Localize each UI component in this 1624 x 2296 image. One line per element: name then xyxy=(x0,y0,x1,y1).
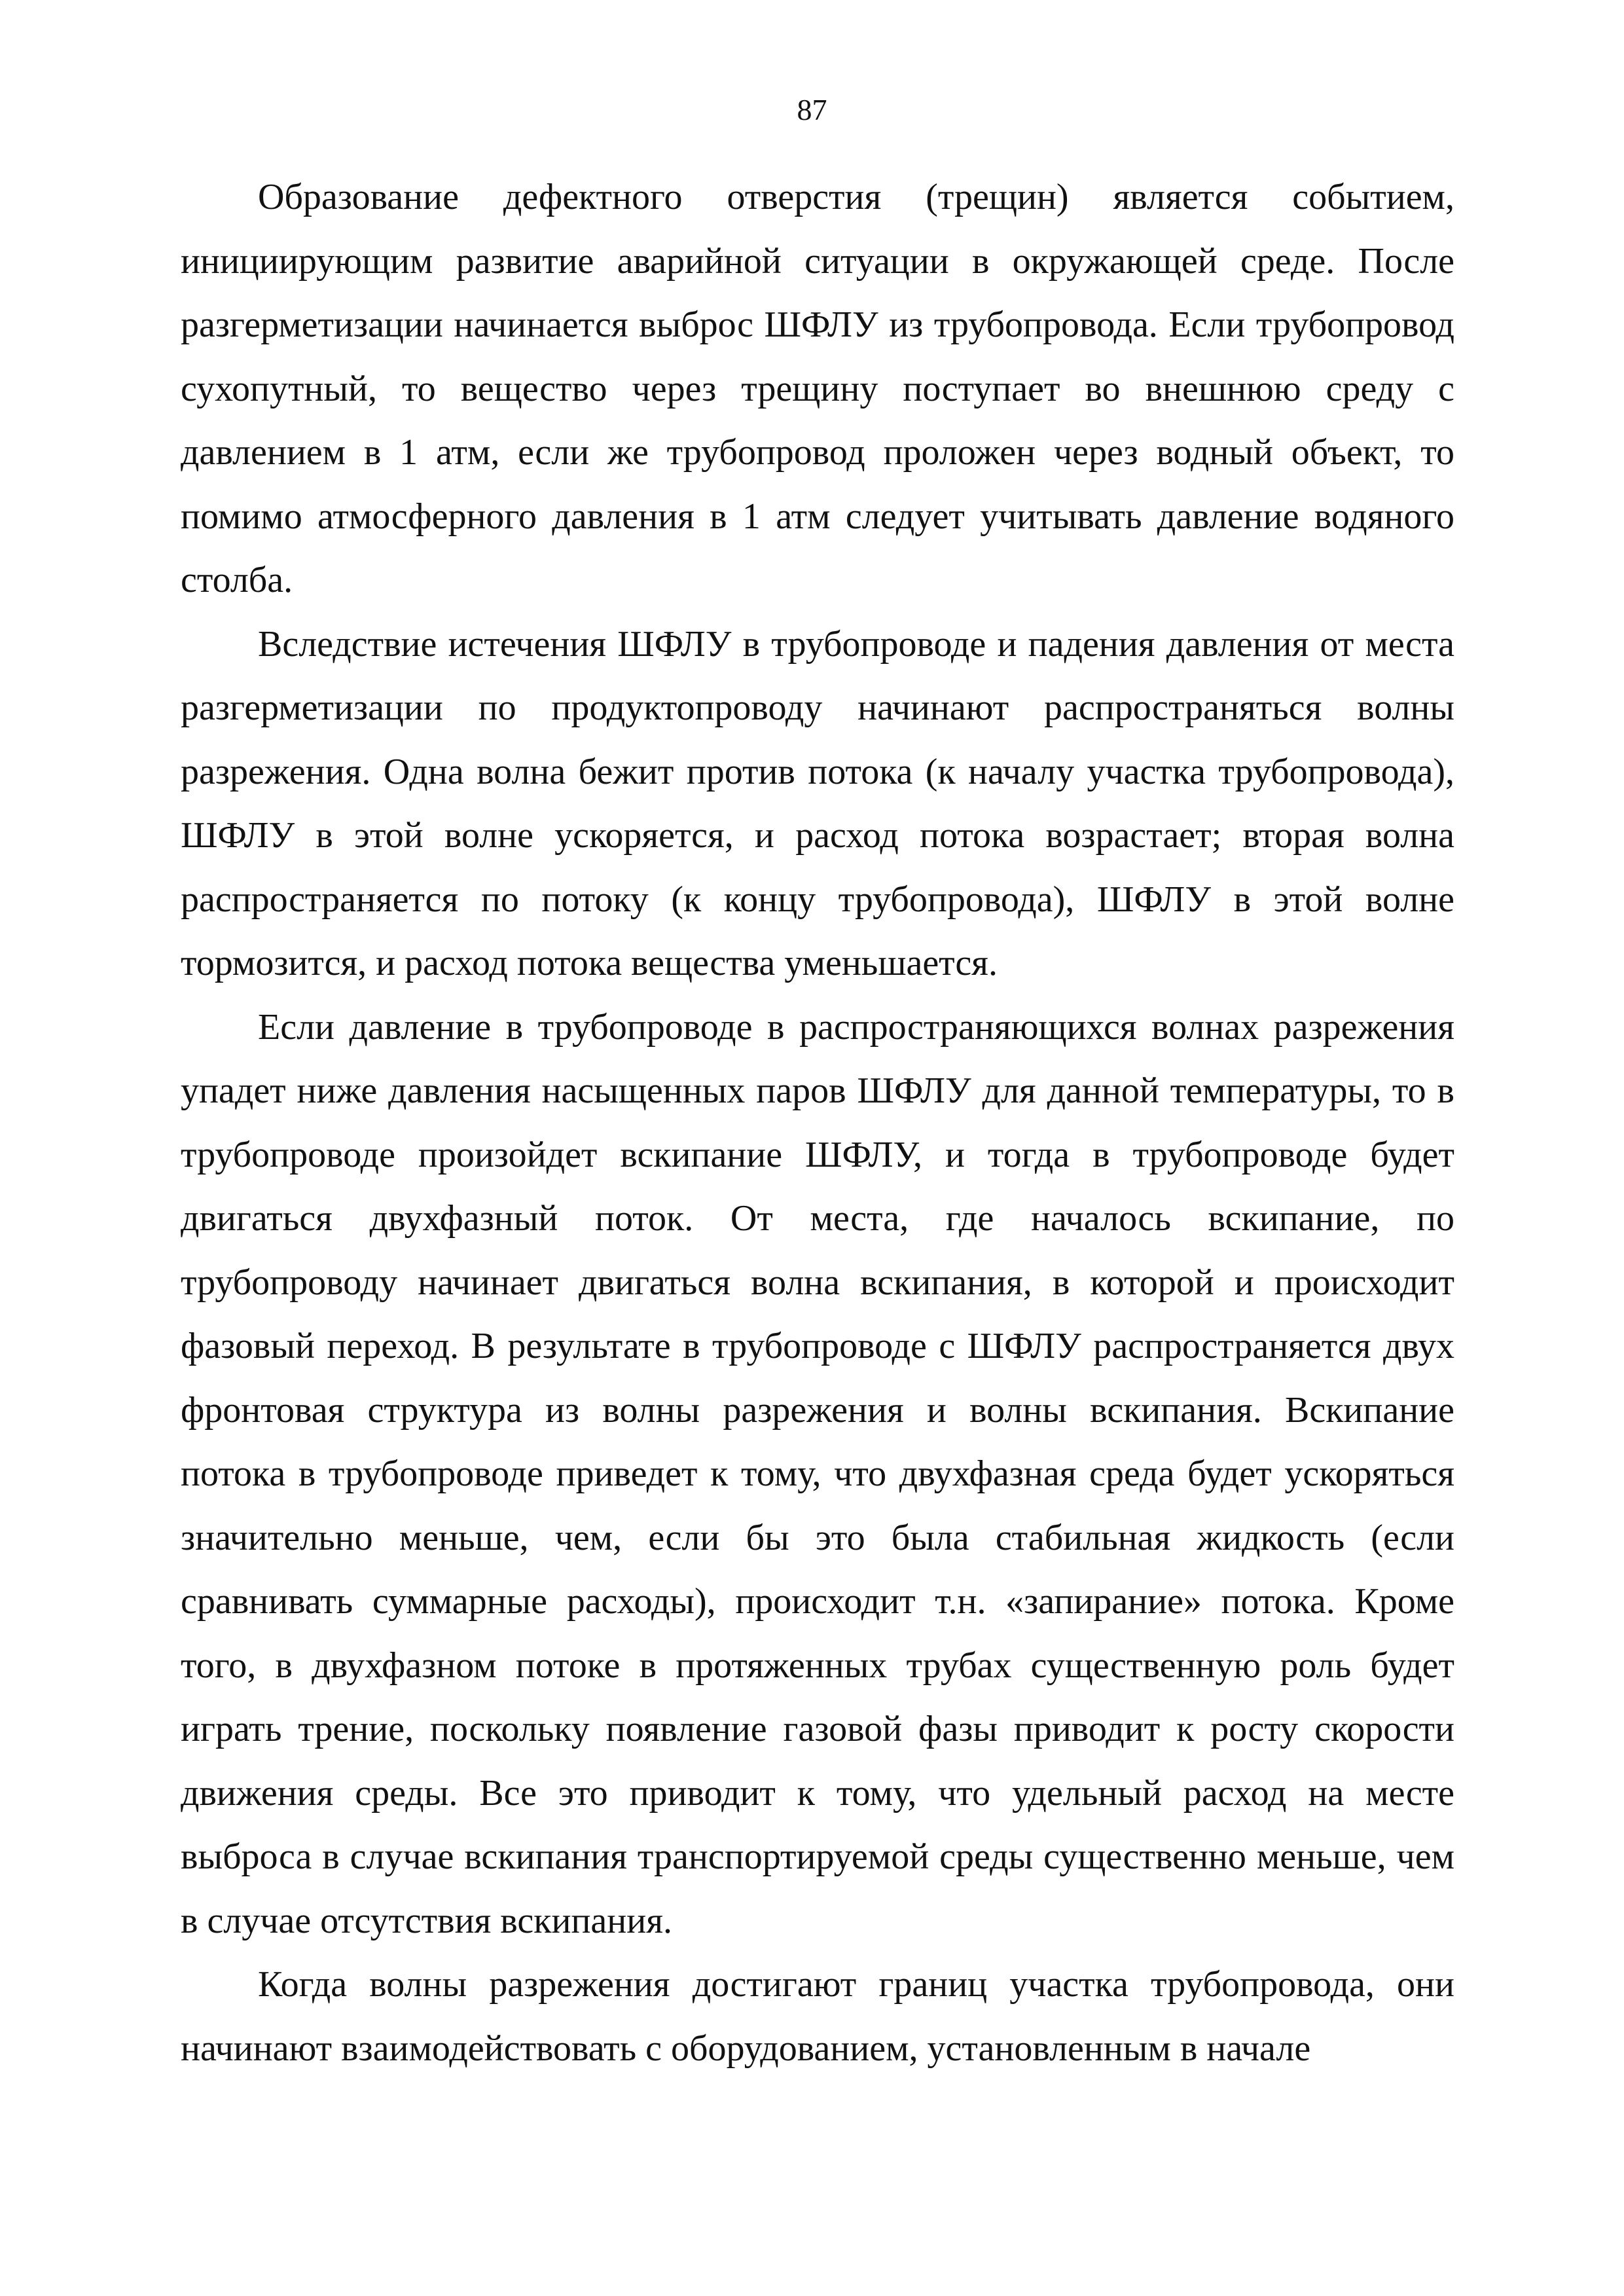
paragraph-2: Вследствие истечения ШФЛУ в трубопроводе и падения давления от места разгерметизации по продуктопроводу начинают распространяться волны разрежения. Одна волна бежит против потока (к началу участка трубопровода), ШФЛУ в этой волне ускоряется, и расход потока возрастает; вторая волна распространяется по потоку (к концу трубопровода), ШФЛУ в этой волне тормозится, и расход потока вещества уменьшается. xyxy=(181,623,1454,983)
paragraph-4: Когда волны разрежения достигают границ участка трубопровода, они начинают взаимодействовать с оборудованием, установленным в начале xyxy=(181,1964,1454,2069)
body-text xyxy=(181,166,1454,2081)
paragraph-1: Образование дефектного отверстия (трещин) является событием, инициирующим развитие аварийной ситуации в окружающей среде. После разгерметизации начинается выброс ШФЛУ из трубопровода. Если трубопровод сухопутный, то вещество через трещину поступает во внешнюю среду с давлением в 1 атм, если же трубопровод проложен через водный объект, то помимо атмосферного давления в 1 атм следует учитывать давление водяного столба. xyxy=(181,177,1454,600)
paragraph-3: Если давление в трубопроводе в распространяющихся волнах разрежения упадет ниже давления насыщенных паров ШФЛУ для данной температуры, то в трубопроводе произойдет вскипание ШФЛУ, и тогда в трубопроводе будет двигаться двухфазный поток. От места, где началось вскипание, по трубопроводу начинает двигаться волна вскипания, в которой и происходит фазовый переход. В результате в трубопроводе с ШФЛУ распространяется двух фронтовая структура из волны разрежения и волны вскипания. Вскипание потока в трубопроводе приведет к тому, что двухфазная среда будет ускоряться значительно меньше, чем, если бы это была стабильная жидкость (если сравнивать суммарные расходы), происходит т.н. «запирание» потока. Кроме того, в двухфазном потоке в протяженных трубах существенную роль будет играть трение, поскольку появление газовой фазы приводит к росту скорости движения среды. Все это приводит к тому, что удельный расход на месте выброса в случае вскипания транспортируемой среды существенно меньше, чем в случае отсутствия вскипания. xyxy=(181,1006,1454,1941)
page-number: 87 xyxy=(797,93,827,126)
